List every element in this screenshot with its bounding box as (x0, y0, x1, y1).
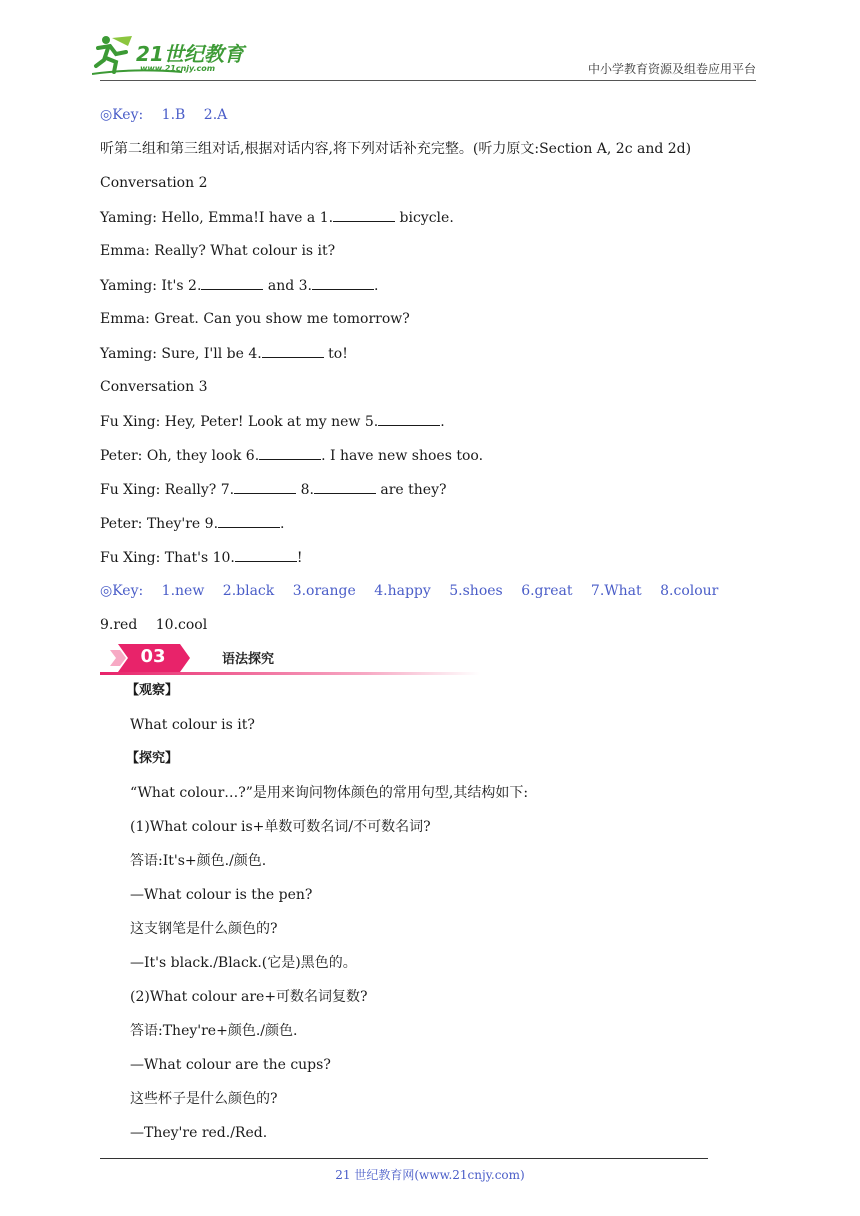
answer-blank[interactable] (235, 548, 297, 562)
key-answer: 2.A (203, 107, 228, 123)
answer-blank[interactable] (218, 514, 280, 528)
key-answer: 4.happy (374, 583, 431, 599)
dialogue-text: . (280, 516, 285, 532)
section-underline (100, 672, 480, 675)
dialogue-text: Fu Xing: That's 10. (100, 550, 235, 566)
dialogue-text: 8. (296, 482, 314, 498)
dialogue-text: bicycle. (395, 210, 454, 226)
key-answer: 5.shoes (449, 583, 503, 599)
dialogue-line: Emma: Really? What colour is it? (100, 243, 336, 259)
dialogue-text: and 3. (263, 278, 312, 294)
conversation-title: Conversation 2 (100, 175, 208, 191)
key-answer: 7.What (590, 583, 642, 599)
key-answer: 6.great (521, 583, 573, 599)
dialogue-line (100, 548, 303, 567)
grammar-text: “What colour…?”是用来询问物体颜色的常用句型,其结构如下: (130, 785, 529, 801)
dialogue-text: Fu Xing: Hey, Peter! Look at my new 5. (100, 414, 379, 430)
grammar-text: 这些杯子是什么颜色的? (130, 1091, 278, 1107)
answer-blank[interactable] (333, 208, 395, 222)
page-header (0, 0, 860, 90)
key-answer: 8.colour (660, 583, 719, 599)
dialogue-text: are they? (375, 482, 447, 498)
answer-blank[interactable] (262, 344, 324, 358)
logo-text: 21世纪教育 (136, 42, 244, 66)
footer-divider (100, 1158, 708, 1159)
observe-label: 【观察】 (126, 683, 179, 698)
platform-name: 中小学教育资源及组卷应用平台 (587, 62, 756, 76)
dialogue-text: . (440, 414, 445, 430)
dialogue-line: Emma: Great. Can you show me tomorrow? (100, 311, 410, 327)
grammar-text: 答语:It's+颜色./颜色. (130, 853, 267, 869)
logo-url: www.21cnjy.com (140, 64, 216, 73)
key-label: ◎Key: (100, 583, 144, 599)
answer-key-2 (100, 582, 732, 600)
header-divider (100, 80, 756, 81)
key-answer: 9.red (100, 617, 138, 633)
answer-blank[interactable] (201, 276, 263, 290)
footer-link[interactable]: 21 世纪教育网(www.21cnjy.com) (335, 1168, 525, 1182)
dialogue-text: Peter: They're 9. (100, 516, 219, 532)
section-title: 语法探究 (222, 652, 275, 667)
explore-label: 【探究】 (126, 751, 179, 766)
grammar-text: 答语:They're+颜色./颜色. (130, 1023, 298, 1039)
section-number: 03 (140, 646, 166, 667)
key-answer: 3.orange (292, 583, 356, 599)
conversation-title: Conversation 3 (100, 379, 208, 395)
grammar-text: (1)What colour is+单数可数名词/不可数名词? (130, 819, 431, 835)
grammar-text: What colour is it? (130, 717, 255, 733)
dialogue-text: Yaming: Sure, I'll be 4. (100, 346, 262, 362)
key-answer: 1.new (161, 583, 205, 599)
grammar-text: (2)What colour are+可数名词复数? (130, 989, 368, 1005)
dialogue-line (100, 208, 454, 227)
dialogue-line (100, 446, 483, 465)
dialogue-text: to! (323, 346, 348, 362)
dialogue-line (100, 344, 348, 363)
dialogue-text: Yaming: It's 2. (100, 278, 202, 294)
dialogue-line (100, 276, 378, 295)
answer-key-1 (100, 106, 227, 124)
instruction: 听第二组和第三组对话,根据对话内容,将下列对话补充完整。(听力原文:Section A, 2c and 2d) (100, 141, 692, 157)
grammar-text: —It's black./Black.(它是)黑色的。 (130, 955, 357, 971)
answer-blank[interactable] (312, 276, 374, 290)
grammar-text: —What colour is the pen? (130, 887, 313, 903)
answer-blank[interactable] (259, 446, 321, 460)
grammar-text: —What colour are the cups? (130, 1057, 331, 1073)
answer-blank[interactable] (314, 480, 376, 494)
dialogue-line (100, 480, 447, 499)
grammar-text: 这支钢笔是什么颜色的? (130, 921, 278, 937)
key-answer: 2.black (222, 583, 275, 599)
key-answer: 1.B (161, 107, 186, 123)
dialogue-text: . I have new shoes too. (321, 448, 484, 464)
key-answer: 10.cool (155, 617, 208, 633)
dialogue-text: Fu Xing: Really? 7. (100, 482, 235, 498)
site-logo[interactable] (92, 34, 267, 78)
dialogue-text: ! (296, 550, 303, 566)
grammar-text: —They're red./Red. (130, 1125, 268, 1141)
key-label: ◎Key: (100, 107, 144, 123)
dialogue-text: . (374, 278, 379, 294)
dialogue-line (100, 514, 284, 533)
dialogue-text: Peter: Oh, they look 6. (100, 448, 260, 464)
answer-blank[interactable] (378, 412, 440, 426)
dialogue-line (100, 412, 445, 431)
section-banner (100, 642, 480, 676)
answer-blank[interactable] (234, 480, 296, 494)
answer-key-2-continued (100, 616, 207, 634)
dialogue-text: Yaming: Hello, Emma!I have a 1. (100, 210, 334, 226)
